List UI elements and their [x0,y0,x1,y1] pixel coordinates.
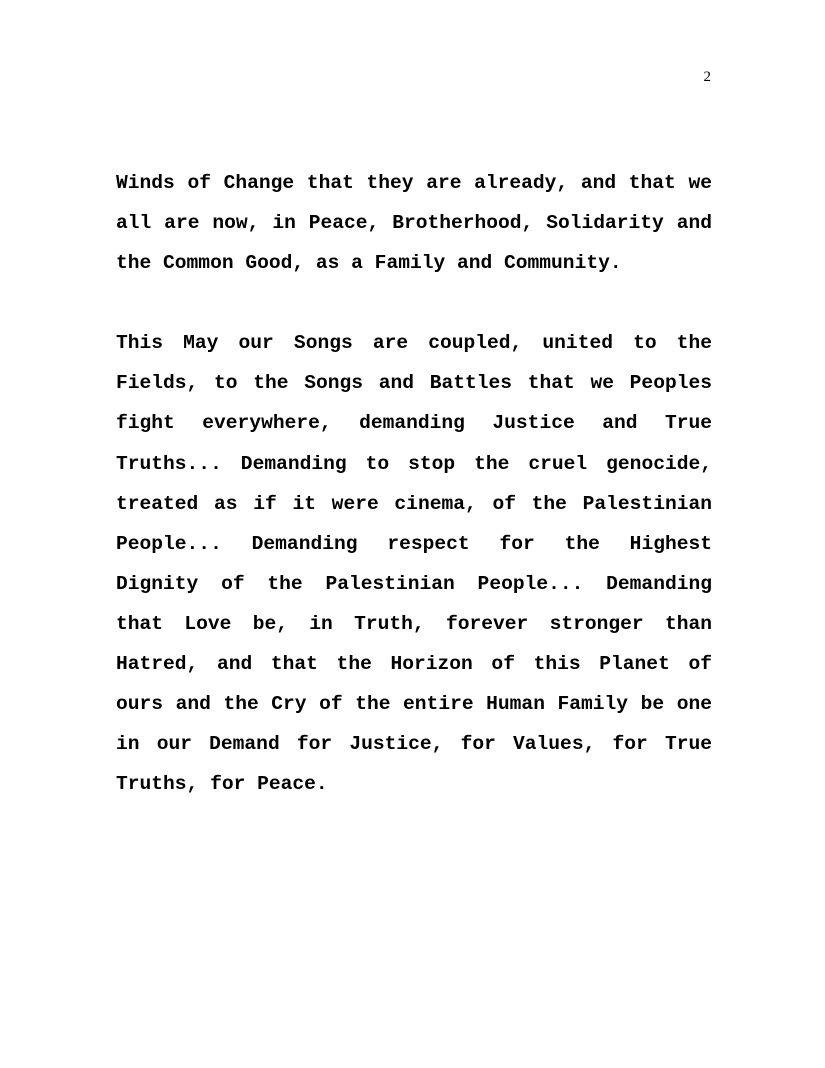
paragraph-2: This May our Songs are coupled, united to the Fields, to the Songs and Battles that we Peoples fight everywhere, demanding Justice and True Truths... Demanding to stop the cruel genocide, treated as if it were cinema, of the Palestinian People... Demanding respect for the Highest Dignity of the Palestinian People... Demanding that Love be, in Truth, forever stronger than Hatred, and that the Horizon of this Planet of ours and the Cry of the entire Human Family be one in our Demand for Justice, for Values, for True Truths, for Peace. [116,332,712,796]
paragraph-1: Winds of Change that they are already, and that we all are now, in Peace, Brotherhood, Solidarity and the Common Good, as a Family and Community. [116,172,712,275]
page-number: 2 [703,69,711,85]
body-text [116,163,712,804]
